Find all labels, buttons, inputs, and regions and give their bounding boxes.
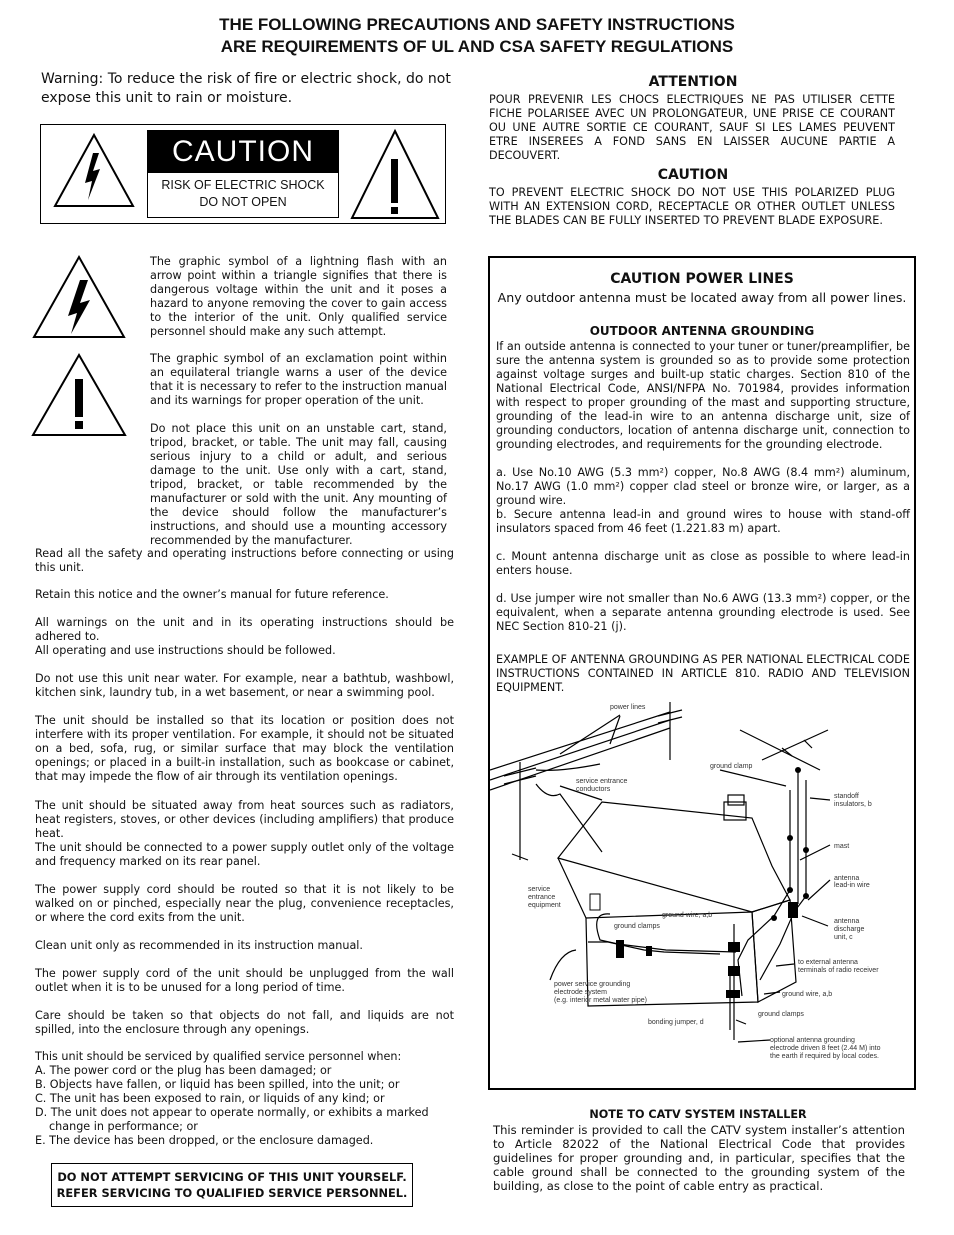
attention-text: POUR PREVENIR LES CHOCS ELECTRIQUES NE PAS UTILISER CETTE FICHE POLARISEE AVEC UN PROLONGATEUR, UNE PRISE CE COURANT OU UNE AUTRE SORTIE CE COURANT, SAUF SI LES LAMES PEUVENT ETRE INSEREES A FOND SANS EN LAISSER AUCUNE PARTIE A DECOUVERT.: [489, 93, 895, 162]
instruction-7: The unit should be situated away from heat sources such as radiators, heat registers, stoves, or other devices (including amplifiers) that produce heat.: [35, 799, 454, 840]
grounding-step-b: b. Secure antenna lead-in and ground wires to house with stand-off insulators spaced from 46 feet (1.221.83 m) apart.: [496, 508, 910, 535]
label-discharge-2: discharge: [834, 926, 865, 933]
label-ground-clamps-right: ground clamps: [758, 1011, 804, 1018]
instruction-4: All operating and use instructions should be followed.: [35, 644, 336, 657]
label-terminals-2: terminals of radio receiver: [798, 967, 879, 974]
grounding-text: If an outside antenna is connected to your tuner or tuner/preamplifier, be sure the antenna system is grounded so as to provide some protection against voltage surges and built-up static charges. Section 810 of the National Electrical Code, ANSI/NFPA No. 701984, provides information with respect to proper grounding of the mast and supporting structure, grounding of the lead-in wire to an antenna discharge unit, size of grounding conductors, location of antenna discharge unit, connection to grounding electrodes, and requirements for the grounding electrode.: [496, 340, 910, 451]
page-header: [0, 14, 954, 58]
power-lines-title: CAUTION POWER LINES: [610, 271, 794, 287]
caution-subtitle-line-2: DO NOT OPEN: [199, 195, 287, 209]
servicing-warning-box: [51, 1163, 413, 1207]
instruction-9: The power supply cord should be routed so that it is not likely to be walked on or pinched, especially near the plug, convenience receptacles, or where the cord exits from the unit.: [35, 883, 454, 924]
warning-text: Warning: To reduce the risk of fire or electric shock, do not expose this unit to rain or moisture.: [41, 71, 451, 106]
label-discharge-3: unit, c: [834, 934, 853, 941]
exclamation-description: The graphic symbol of an exclamation point within an equilateral triangle warns a user of the device that it is necessary to refer to the instruction manual and its warnings for proper operation of the unit.: [150, 352, 447, 407]
header-line-2: ARE REQUIREMENTS OF UL AND CSA SAFETY REGULATIONS: [220, 37, 734, 56]
exclamation-bar-icon: [391, 159, 398, 203]
caution-label: [147, 130, 339, 218]
instruction-8: The unit should be connected to a power supply outlet only of the voltage and frequency marked on its rear panel.: [35, 841, 454, 868]
instruction-6: The unit should be installed so that its location or position does not interfere with its proper ventilation. For example, it should not be situated on a bed, sofa, rug, or similar surface that may block the ventilation openings; or placed in a built-in installation, such as bookcase or cabinet, that may impede the flow of air through its ventilation openings.: [35, 714, 454, 783]
catv-title: NOTE TO CATV SYSTEM INSTALLER: [589, 1108, 807, 1121]
exclamation-symbol-icon: [30, 352, 128, 438]
label-optional-1: optional antenna grounding: [770, 1037, 855, 1044]
lightning-symbol-icon: [32, 254, 127, 340]
service-item-b: B. Objects have fallen, or liquid has been spilled, into the unit; or: [35, 1078, 400, 1091]
exclamation-dot-icon: [391, 207, 398, 214]
attention-title: ATTENTION: [648, 74, 738, 90]
label-ground-clamps-left: ground clamps: [614, 923, 660, 930]
caution-subtitle-line-1: RISK OF ELECTRIC SHOCK: [161, 178, 325, 192]
label-service-entrance-1: service entrance: [576, 778, 628, 785]
instruction-1: Read all the safety and operating instructions before connecting or using this unit.: [35, 547, 454, 574]
label-bonding-jumper: bonding jumper, d: [648, 1019, 704, 1026]
label-optional-3: the earth if required by local codes.: [770, 1053, 879, 1060]
label-lead-in-2: lead-in wire: [834, 882, 870, 889]
service-intro: This unit should be serviced by qualified service personnel when:: [35, 1050, 402, 1063]
lightning-triangle-icon: [55, 135, 133, 206]
catv-text: This reminder is provided to call the CATV system installer’s attention to Article 82022 of the National Electrical Code that provides guidelines for proper grounding and, in particular, specifies that the cable ground shall be connected to the grounding system of the building, as close to the point of cable entry as practical.: [493, 1123, 905, 1193]
label-power-lines: power lines: [610, 704, 646, 711]
label-mast: mast: [834, 843, 850, 850]
label-psg-3: (e.g. interior metal water pipe): [554, 997, 647, 1004]
grounding-title: OUTDOOR ANTENNA GROUNDING: [589, 324, 815, 338]
label-terminals-1: to external antenna: [798, 959, 858, 966]
cart-warning: Do not place this unit on an unstable cart, stand, tripod, bracket, or table. The unit may fall, causing serious injury to a child or adult, and serious damage to the unit. Use only with a cart, stand, tripod, bracket, or table recommended by the manufacturer or sold with the unit. Any mounting of the device should follow the manufacturer’s instructions, and should use a mounting accessory recommended by the manufacturer.: [150, 422, 447, 547]
service-conditions: [35, 1050, 455, 1148]
label-optional-2: electrode driven 8 feet (2.44 M) into: [770, 1045, 881, 1052]
label-equipment-2: entrance: [528, 894, 556, 901]
label-standoff-1: standoff: [834, 793, 859, 800]
service-item-c: C. The unit has been exposed to rain, or liquids of any kind; or: [35, 1092, 385, 1105]
caution-word: CAUTION: [148, 131, 338, 173]
antenna-grounding-diagram: [490, 690, 914, 1088]
servicing-line-2: REFER SERVICING TO QUALIFIED SERVICE PERSONNEL.: [56, 1186, 408, 1200]
instruction-3: All warnings on the unit and in its operating instructions should be adhered to.: [35, 616, 454, 643]
servicing-line-1: DO NOT ATTEMPT SERVICING OF THIS UNIT YOURSELF.: [57, 1170, 407, 1184]
service-item-e: E. The device has been dropped, or the enclosure damaged.: [35, 1134, 374, 1147]
service-item-a: A. The power cord or the plug has been damaged; or: [35, 1064, 332, 1077]
label-equipment-1: service: [528, 886, 551, 893]
caution-text: TO PREVENT ELECTRIC SHOCK DO NOT USE THIS POLARIZED PLUG WITH AN EXTENSION CORD, RECEPTACLE OR OTHER OUTLET UNLESS THE BLADES CAN BE FULLY INSERTED TO PREVENT BLADE EXPOSURE.: [489, 186, 895, 227]
instruction-11: The power supply cord of the unit should be unplugged from the wall outlet when it is to be unused for a long period of time.: [35, 967, 454, 994]
caution-subtitle: [148, 173, 338, 211]
instruction-10: Clean unit only as recommended in its instruction manual.: [35, 939, 363, 952]
label-ground-wire-top: ground wire, a,b: [662, 912, 713, 919]
label-lead-in-1: antenna: [834, 875, 860, 882]
label-discharge-1: antenna: [834, 918, 860, 925]
grounding-step-d: d. Use jumper wire not smaller than No.6 AWG (13.3 mm²) copper, or the equivalent, when a separate antenna grounding electrode is used. See NEC Section 810-21 (j).: [496, 592, 910, 633]
label-psg-1: power service grounding: [554, 981, 631, 988]
grounding-step-c: c. Mount antenna discharge unit as close as possible to where lead-in enters house.: [496, 550, 910, 577]
instruction-2: Retain this notice and the owner’s manual for future reference.: [35, 588, 389, 601]
grounding-step-a: a. Use No.10 AWG (5.3 mm²) copper, No.8 AWG (8.4 mm²) aluminum, No.17 AWG (1.0 mm²) copper clad steel or bronze wire, or larger, as a ground wire.: [496, 466, 910, 507]
lightning-description: The graphic symbol of a lightning flash with an arrow point within a triangle signifies that there is dangerous voltage within the unit and it poses a hazard to anyone removing the cover to gain access to the interior of the unit. Only qualified service personnel should make any such attempt.: [150, 255, 447, 338]
power-lines-text: Any outdoor antenna must be located away from all power lines.: [497, 290, 907, 305]
label-psg-2: electrode system: [554, 989, 607, 996]
label-standoff-2: insulators, b: [834, 801, 872, 808]
instruction-5: Do not use this unit near water. For example, near a bathtub, washbowl, kitchen sink, laundry tub, in a wet basement, or near a swimming pool.: [35, 672, 454, 699]
label-ground-wire-bottom: ground wire, a,b: [782, 991, 833, 998]
label-equipment-3: equipment: [528, 902, 561, 909]
service-item-d: D. The unit does not appear to operate normally, or exhibits a marked change in performance; or: [35, 1106, 429, 1133]
instruction-12: Care should be taken so that objects do not fall, and liquids are not spilled, into the enclosure through any openings.: [35, 1009, 454, 1036]
label-ground-clamp: ground clamp: [710, 763, 753, 770]
grounding-example-caption: EXAMPLE OF ANTENNA GROUNDING AS PER NATIONAL ELECTRICAL CODE INSTRUCTIONS CONTAINED IN ARTICLE 810. RADIO AND TELEVISION EQUIPMENT.: [496, 653, 910, 694]
caution-title: CAUTION: [657, 167, 729, 183]
label-service-entrance-2: conductors: [576, 786, 611, 793]
header-line-1: THE FOLLOWING PRECAUTIONS AND SAFETY INSTRUCTIONS: [219, 15, 735, 34]
